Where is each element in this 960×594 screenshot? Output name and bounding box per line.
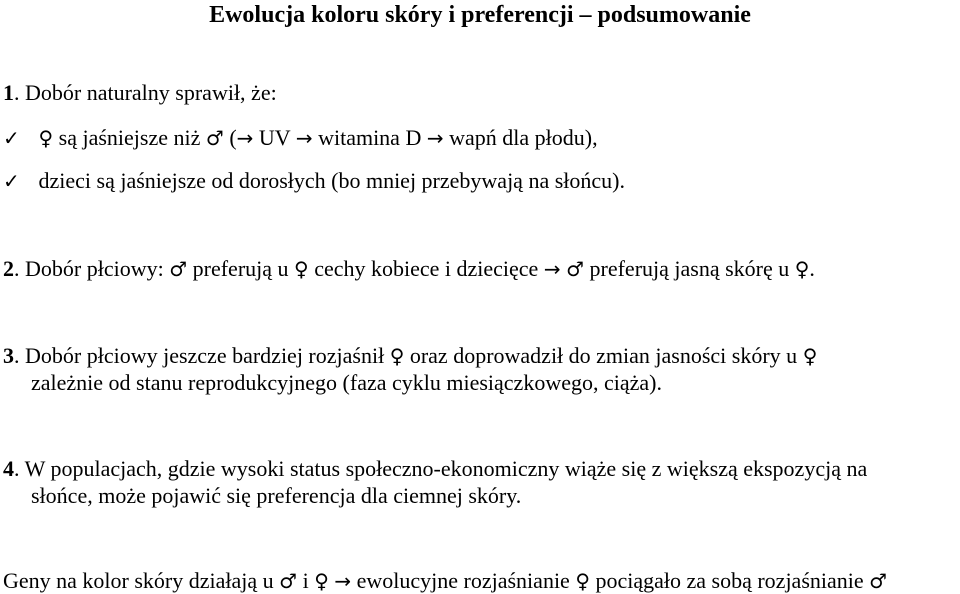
- item1-bullet2: [3, 168, 625, 194]
- arrow-icon: →: [236, 126, 254, 150]
- page-title: Ewolucja koloru skóry i preferencji – podsumowanie: [209, 2, 751, 28]
- item1-bullet1: [3, 125, 598, 151]
- summary-text-d: pociągało za sobą rozjaśnianie: [595, 568, 864, 593]
- arrow-icon: →: [334, 569, 352, 593]
- item4-line1: [3, 456, 867, 482]
- check-icon: ✓: [3, 126, 20, 150]
- bullet1-text-c: UV: [258, 125, 291, 150]
- item3-line1: [3, 343, 817, 369]
- bullet1-text-e: wapń dla płodu),: [449, 125, 598, 150]
- item1-heading: [3, 80, 277, 106]
- item2-text-c: cechy kobiece i dziecięce: [314, 256, 539, 281]
- item2-text-a: . Dobór płciowy:: [14, 256, 164, 281]
- summary-line: [3, 568, 887, 594]
- male-symbol-icon: ♂: [869, 569, 888, 593]
- female-symbol-icon: ♀: [794, 257, 810, 281]
- female-symbol-icon: ♀: [802, 344, 818, 368]
- item3-text-a: . Dobór płciowy jeszcze bardziej rozjaśnił: [14, 343, 385, 368]
- bullet2-text: dzieci są jaśniejsze od dorosłych (bo mniej przebywają na słońcu).: [38, 168, 625, 193]
- summary-text-c: ewolucyjne rozjaśnianie: [356, 568, 570, 593]
- item3-text-b: oraz doprowadził do zmian jasności skóry u: [409, 343, 798, 368]
- item1-heading-text: . Dobór naturalny sprawił, że:: [14, 80, 277, 105]
- male-symbol-icon: ♂: [205, 126, 224, 150]
- item2-number: 2: [3, 256, 14, 281]
- item4-number: 4: [3, 456, 14, 481]
- item3-number: 3: [3, 343, 14, 368]
- item1-number: 1: [3, 80, 14, 105]
- item2-text-d: preferują jasną skórę u: [589, 256, 790, 281]
- summary-text-a: Geny na kolor skóry działają u: [3, 568, 274, 593]
- item2-line: [3, 256, 815, 282]
- female-symbol-icon: ♀: [575, 569, 590, 593]
- female-symbol-icon: ♀: [389, 344, 405, 368]
- item4-text-line1: . W populacjach, gdzie wysoki status społeczno-ekonomiczny wiąże się z większą ekspozycją na: [14, 456, 868, 481]
- check-icon: ✓: [3, 169, 20, 193]
- item3-line2: zależnie od stanu reprodukcyjnego (faza cyklu miesiączkowego, ciąża).: [31, 370, 662, 395]
- item2-text-b: preferują u: [192, 256, 289, 281]
- female-symbol-icon: ♀: [38, 126, 54, 150]
- item2-text-e: .: [809, 256, 815, 281]
- female-symbol-icon: ♀: [294, 257, 309, 281]
- item4-line2: słońce, może pojawić się preferencja dla ciemnej skóry.: [31, 483, 522, 508]
- bullet1-text-d: witamina D: [318, 125, 422, 150]
- summary-text-b: i: [302, 568, 309, 593]
- male-symbol-icon: ♂: [169, 257, 188, 281]
- bullet1-text-a: są jaśniejsze niż: [58, 125, 201, 150]
- arrow-icon: →: [295, 126, 313, 150]
- bullet1-text-b: (: [229, 125, 237, 150]
- male-symbol-icon: ♂: [279, 569, 298, 593]
- female-symbol-icon: ♀: [314, 569, 329, 593]
- arrow-icon: →: [543, 257, 561, 281]
- arrow-icon: →: [426, 126, 444, 150]
- male-symbol-icon: ♂: [566, 257, 585, 281]
